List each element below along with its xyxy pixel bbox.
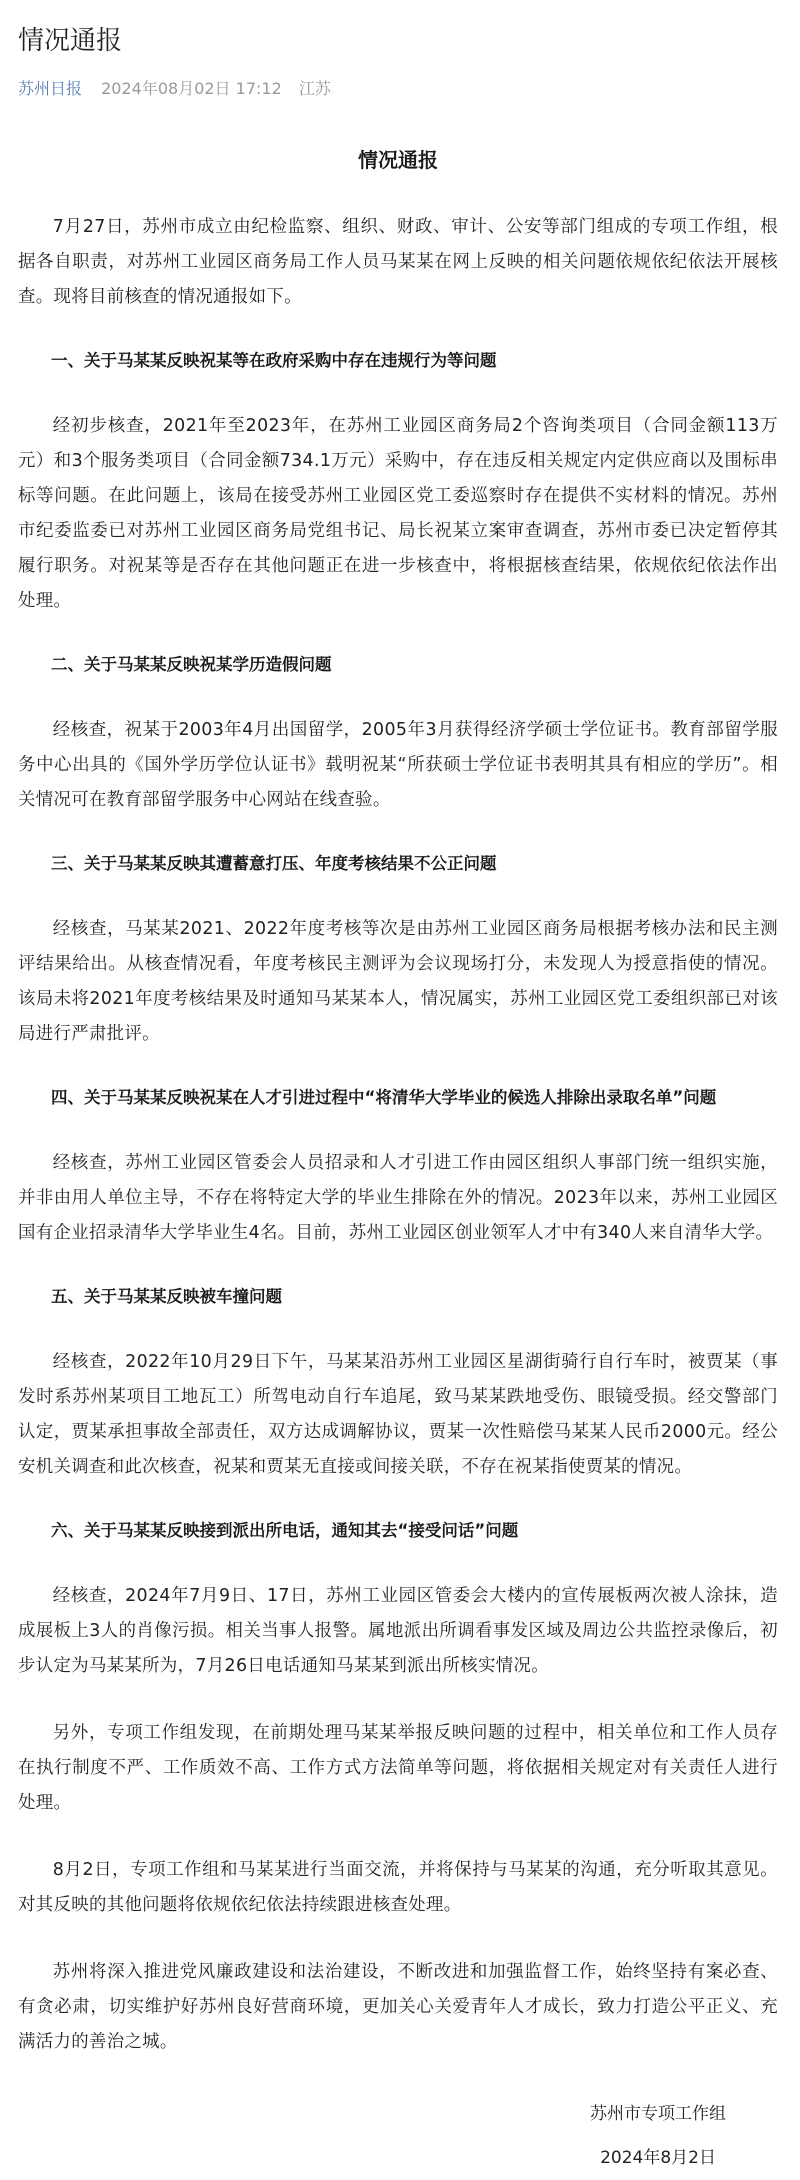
- signature-block: [18, 2092, 778, 2180]
- section-heading: 一、关于马某某反映祝某等在政府采购中存在违规行为等问题: [51, 351, 497, 370]
- intro-paragraph: 7月27日，苏州市成立由纪检监察、组织、财政、审计、公安等部门组成的专项工作组，根据各自职责，对苏州工业园区商务局工作人员马某某在网上反映的相关问题依规依纪依法开展核查。现将目前核查的情况通报如下。: [18, 217, 778, 307]
- section-body: 经初步核查，2021年至2023年，在苏州工业园区商务局2个咨询类项目（合同金额113万元）和3个服务类项目（合同金额734.1万元）采购中，存在违反相关规定内定供应商以及围标串标等问题。在此问题上，该局在接受苏州工业园区党工委巡察时存在提供不实材料的情况。苏州市纪委监委已对苏州工业园区商务局党组书记、局长祝某立案审查调查，苏州市委已决定暂停其履行职务。对祝某等是否存在其他问题正在进一步核查中，将根据核查结果，依规依纪依法作出处理。: [18, 416, 778, 611]
- section-body: 经核查，祝某于2003年4月出国留学，2005年3月获得经济学硕士学位证书。教育部留学服务中心出具的《国外学历学位认证书》载明祝某“所获硕士学位证书表明其具有相应的学历”。相关情况可在教育部留学服务中心网站在线查验。: [18, 720, 778, 810]
- section-body: 经核查，2022年10月29日下午，马某某沿苏州工业园区星湖街骑行自行车时，被贾某（事发时系苏州某项目工地瓦工）所驾电动自行车追尾，致马某某跌地受伤、眼镜受损。经交警部门认定，贾某承担事故全部责任，双方达成调解协议，贾某一次性赔偿马某某人民币2000元。经公安机关调查和此次核查，祝某和贾某无直接或间接关联，不存在祝某指使贾某的情况。: [18, 1352, 778, 1477]
- signature-date: 2024年8月2日: [600, 2148, 716, 2168]
- article-header: [0, 0, 800, 100]
- section-heading: 三、关于马某某反映其遭蓄意打压、年度考核结果不公正问题: [51, 854, 497, 873]
- section-heading: 四、关于马某某反映祝某在人才引进过程中“将清华大学毕业的候选人排除出录取名单”问题: [51, 1088, 717, 1107]
- section-heading: 六、关于马某某反映接到派出所电话，通知其去“接受问话”问题: [51, 1521, 519, 1540]
- page-title: 情况通报: [18, 26, 123, 56]
- source-link[interactable]: 苏州日报: [18, 79, 83, 98]
- section-body: 经核查，马某某2021、2022年度考核等次是由苏州工业园区商务局根据考核办法和民主测评结果给出。从核查情况看，年度考核民主测评为会议现场打分，未发现人为授意指使的情况。该局未将2021年度考核结果及时通知马某某本人，情况属实，苏州工业园区党工委组织部已对该局进行严肃批评。: [18, 919, 778, 1044]
- article-body: [0, 146, 800, 2180]
- publish-location: 江苏: [298, 79, 331, 98]
- closing-paragraph: 另外，专项工作组发现，在前期处理马某某举报反映问题的过程中，相关单位和工作人员存在执行制度不严、工作质效不高、工作方式方法简单等问题，将依据相关规定对有关责任人进行处理。: [18, 1723, 778, 1813]
- closing-paragraph: 8月2日，专项工作组和马某某进行当面交流，并将保持与马某某的沟通，充分听取其意见。对其反映的其他问题将依规依纪依法持续跟进核查处理。: [18, 1860, 778, 1915]
- section-heading: 五、关于马某某反映被车撞问题: [51, 1287, 282, 1306]
- section-body: 经核查，苏州工业园区管委会人员招录和人才引进工作由园区组织人事部门统一组织实施，并非由用人单位主导，不存在将特定大学的毕业生排除在外的情况。2023年以来，苏州工业园区国有企业招录清华大学毕业生4名。目前，苏州工业园区创业领军人才中有340人来自清华大学。: [18, 1153, 778, 1243]
- closing-paragraph: 苏州将深入推进党风廉政建设和法治建设，不断改进和加强监督工作，始终坚持有案必查、有贪必肃，切实维护好苏州良好营商环境，更加关心关爱青年人才成长，致力打造公平正义、充满活力的善治之城。: [18, 1962, 778, 2052]
- section-body: 经核查，2024年7月9日、17日，苏州工业园区管委会大楼内的宣传展板两次被人涂抹，造成展板上3人的肖像污损。相关当事人报警。属地派出所调看事发区域及周边公共监控录像后，初步认定为马某某所为，7月26日电话通知马某某到派出所核实情况。: [18, 1586, 778, 1676]
- publish-datetime: 2024年08月02日 17:12: [101, 79, 282, 98]
- article-meta: [18, 78, 800, 100]
- section-heading: 二、关于马某某反映祝某学历造假问题: [51, 655, 332, 674]
- signature-org: 苏州市专项工作组: [590, 2104, 726, 2124]
- article-title: 情况通报: [358, 148, 438, 172]
